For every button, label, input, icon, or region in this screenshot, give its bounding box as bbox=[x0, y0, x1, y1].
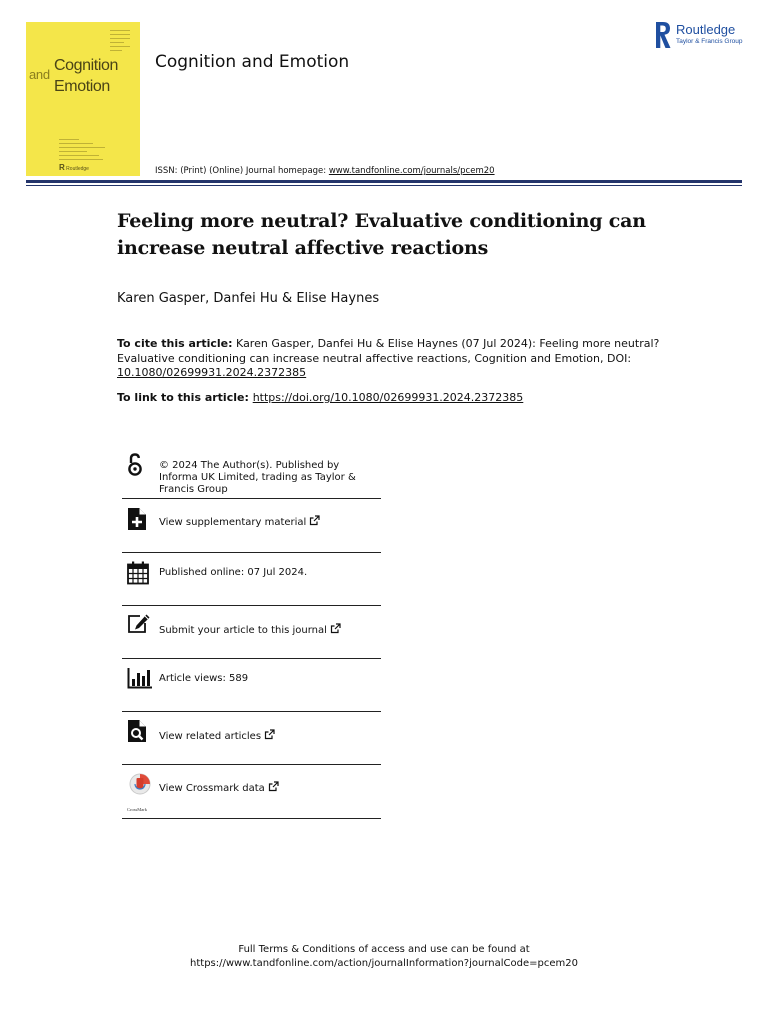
crossmark-row[interactable] bbox=[122, 765, 381, 819]
article-doi-link[interactable]: https://doi.org/10.1080/02699931.2024.2372385 bbox=[252, 391, 524, 404]
views-row bbox=[122, 659, 381, 712]
header-rule-thin bbox=[26, 185, 742, 186]
related-label: View related articles bbox=[159, 731, 262, 742]
publisher-subtitle: Taylor & Francis Group bbox=[676, 38, 743, 45]
citation-block bbox=[117, 337, 677, 381]
cover-title-line1: Cognition bbox=[54, 57, 119, 74]
article-views: Article views: 589 bbox=[159, 673, 249, 684]
issn-line bbox=[155, 166, 495, 176]
submit-row[interactable] bbox=[122, 606, 381, 659]
cover-title-line2: Emotion bbox=[54, 78, 110, 95]
cover-decoration bbox=[110, 30, 130, 54]
supplementary-file-icon bbox=[127, 507, 147, 531]
related-articles-link[interactable] bbox=[159, 729, 275, 743]
calendar-icon bbox=[127, 561, 149, 585]
link-block bbox=[117, 391, 523, 404]
crossmark-badge-text: CrossMark bbox=[127, 807, 147, 812]
publisher-name: Routledge bbox=[676, 22, 736, 37]
external-link-icon bbox=[268, 781, 279, 792]
submit-label: Submit your article to this journal bbox=[159, 625, 327, 636]
link-label: To link to this article: bbox=[117, 391, 253, 404]
related-articles-icon bbox=[127, 719, 147, 743]
header-rule bbox=[26, 180, 742, 183]
bar-chart-icon bbox=[127, 667, 153, 689]
published-date: Published online: 07 Jul 2024. bbox=[159, 567, 308, 578]
supplementary-label: View supplementary material bbox=[159, 517, 307, 528]
external-link-icon bbox=[264, 729, 275, 740]
cover-publisher-logo: R Routledge bbox=[59, 163, 89, 172]
edit-icon bbox=[127, 613, 151, 635]
external-link-icon bbox=[330, 623, 341, 634]
journal-homepage-link[interactable]: www.tandfonline.com/journals/pcem20 bbox=[328, 166, 495, 176]
supplementary-link[interactable] bbox=[159, 515, 320, 529]
crossmark-label: View Crossmark data bbox=[159, 783, 265, 794]
journal-cover-image bbox=[26, 22, 140, 176]
submit-article-link[interactable] bbox=[159, 623, 341, 637]
open-access-text: © 2024 The Author(s). Published by Informa UK Limited, trading as Taylor & Francis Group bbox=[159, 460, 356, 495]
crossmark-link[interactable] bbox=[159, 781, 279, 795]
journal-title: Cognition and Emotion bbox=[155, 52, 350, 72]
cover-editor-lines bbox=[59, 139, 109, 163]
cite-doi-link[interactable]: 10.1080/02699931.2024.2372385 bbox=[117, 366, 307, 379]
article-info-list bbox=[122, 452, 381, 819]
article-authors: Karen Gasper, Danfei Hu & Elise Haynes bbox=[117, 291, 380, 306]
open-access-row bbox=[122, 452, 381, 499]
cover-and: and bbox=[29, 67, 50, 82]
issn-label: ISSN: (Print) (Online) Journal homepage: bbox=[155, 166, 329, 176]
published-row bbox=[122, 553, 381, 606]
open-access-icon bbox=[127, 452, 143, 478]
footer-terms-url[interactable]: https://www.tandfonline.com/action/journalInformation?journalCode=pcem20 bbox=[190, 958, 578, 969]
article-title: Feeling more neutral? Evaluative conditioning can increase neutral affective reactions bbox=[117, 210, 646, 259]
cover-title bbox=[54, 55, 118, 97]
footer-line1: Full Terms & Conditions of access and use can be found at bbox=[238, 944, 530, 955]
footer-terms bbox=[0, 943, 768, 971]
cite-text: Karen Gasper, Danfei Hu & Elise Haynes (07 Jul 2024): Feeling more neutral? Evaluative conditioning can increase neutral affective reactions, Cognition and Emotion, DOI: bbox=[117, 337, 660, 365]
crossmark-icon bbox=[127, 773, 153, 801]
cite-label: To cite this article: bbox=[117, 337, 233, 350]
routledge-r-icon bbox=[654, 21, 672, 49]
supplementary-row[interactable] bbox=[122, 499, 381, 553]
external-link-icon bbox=[309, 515, 320, 526]
related-row[interactable] bbox=[122, 712, 381, 765]
